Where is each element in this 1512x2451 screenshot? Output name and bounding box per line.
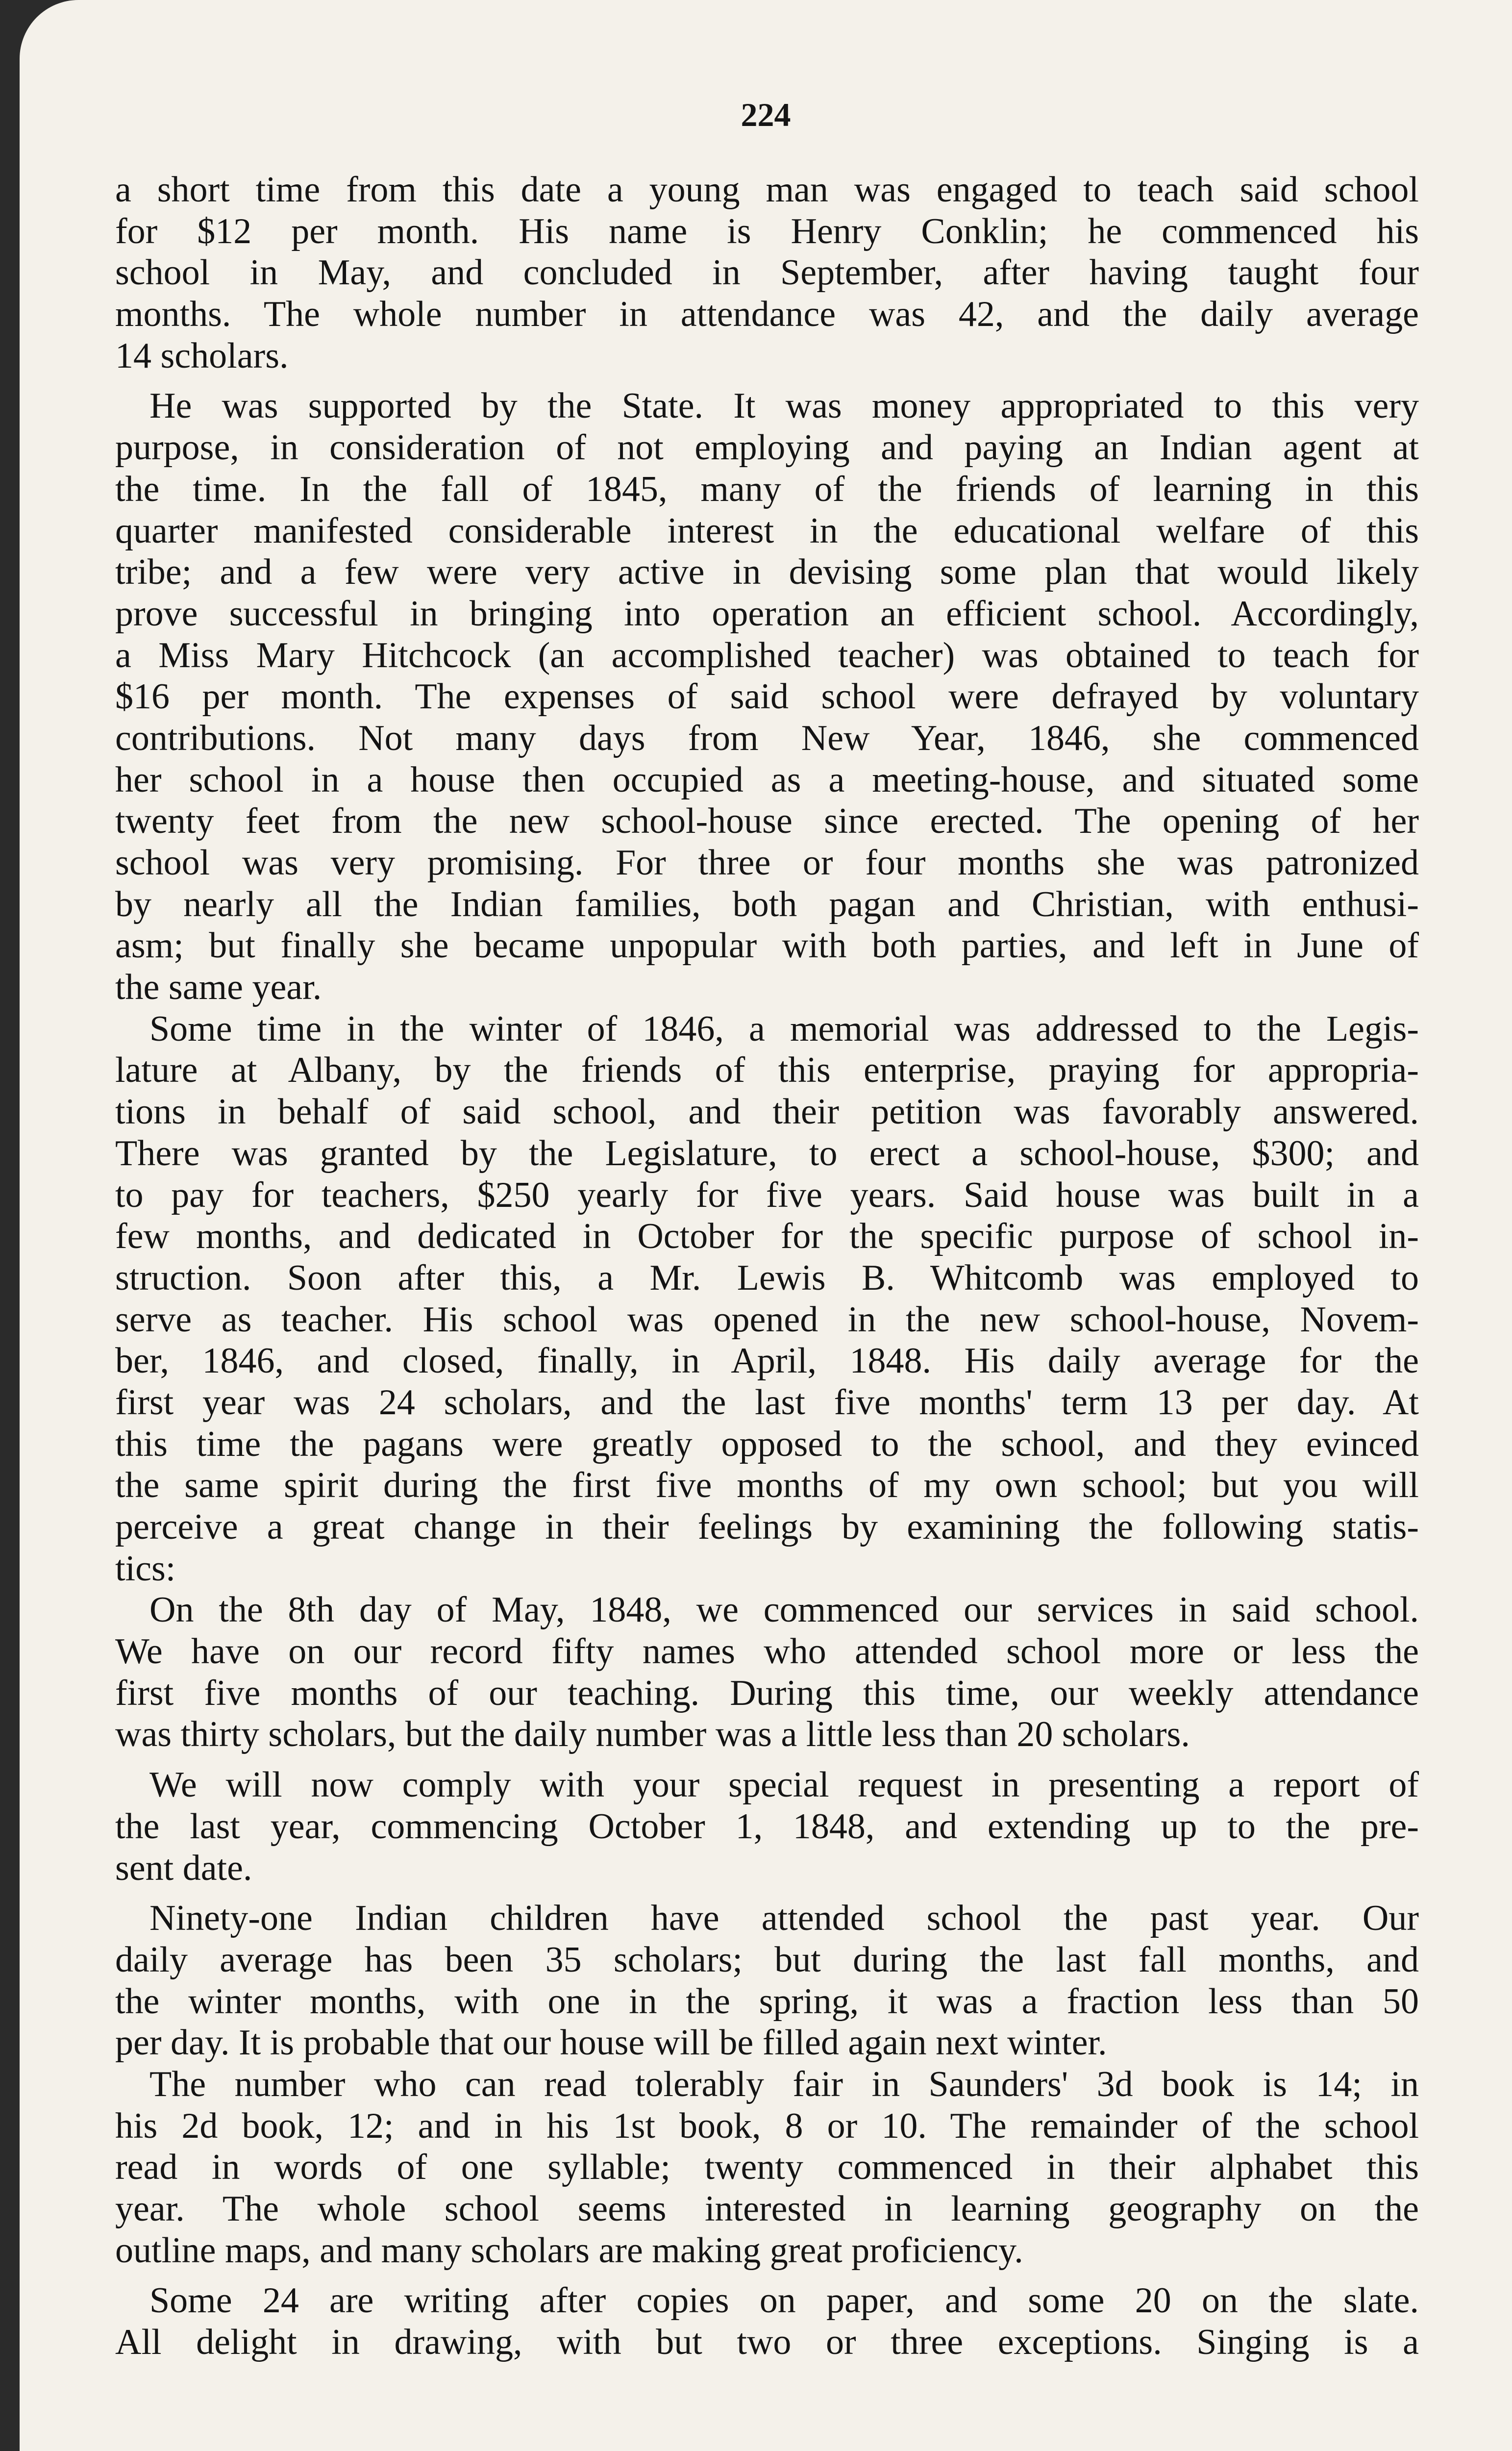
text-line: 14 scholars.	[115, 335, 289, 376]
text-line: the same year.	[115, 967, 322, 1008]
text-line: his 2d book, 12; and in his 1st book, 8 or 10. The remainder of the school	[115, 2105, 1419, 2146]
book-page	[20, 0, 1512, 2451]
text-line: a short time from this date a young man was engaged to teach said school	[115, 170, 1419, 210]
text-line: per day. It is probable that our house will be filled again next winter.	[115, 2023, 1107, 2063]
text-line: the last year, commencing October 1, 1848, and extending up to the pre-	[115, 1806, 1419, 1847]
paragraph-8	[115, 2280, 1419, 2363]
text-line: this time the pagans were greatly opposed to the school, and they evinced	[115, 1424, 1419, 1464]
text-line: sent date.	[115, 1848, 252, 1888]
text-line: On the 8th day of May, 1848, we commenced our services in said school.	[149, 1590, 1419, 1630]
text-line: lature at Albany, by the friends of this enterprise, praying for appropria-	[115, 1050, 1419, 1091]
text-line: the same spirit during the first five months of my own school; but you will	[115, 1465, 1419, 1506]
text-line: serve as teacher. His school was opened in the new school-house, Novem-	[115, 1299, 1419, 1340]
text-line: The number who can read tolerably fair in Saunders' 3d book is 14; in	[149, 2064, 1419, 2104]
text-line: first five months of our teaching. During this time, our weekly attendance	[115, 1673, 1419, 1713]
text-line: year. The whole school seems interested in learning geography on the	[115, 2189, 1419, 2229]
text-line: read in words of one syllable; twenty commenced in their alphabet this	[115, 2147, 1419, 2188]
text-line: We have on our record fifty names who attended school more or less the	[115, 1631, 1419, 1672]
text-line: There was granted by the Legislature, to erect a school-house, $300; and	[115, 1133, 1419, 1174]
text-line: $16 per month. The expenses of said school were defrayed by voluntary	[115, 676, 1419, 717]
text-line: by nearly all the Indian families, both pagan and Christian, with enthusi-	[115, 884, 1419, 925]
text-line: for $12 per month. His name is Henry Conklin; he commenced his	[115, 211, 1419, 251]
text-line: asm; but finally she became unpopular with both parties, and left in June of	[115, 925, 1419, 966]
paragraph-1	[115, 169, 1419, 376]
paragraph-2	[115, 385, 1419, 1008]
text-line: twenty feet from the new school-house since erected. The opening of her	[115, 801, 1419, 842]
text-line: contributions. Not many days from New Year, 1846, she commenced	[115, 718, 1419, 758]
text-line: school was very promising. For three or four months she was patronized	[115, 843, 1419, 883]
text-line: ber, 1846, and closed, finally, in April, 1848. His daily average for the	[115, 1341, 1419, 1381]
text-line: was thirty scholars, but the daily number was a little less than 20 scholars.	[115, 1714, 1190, 1755]
text-line: Some time in the winter of 1846, a memorial was addressed to the Legis-	[149, 1008, 1419, 1049]
text-line: quarter manifested considerable interest in the educational welfare of this	[115, 510, 1419, 551]
text-line: a Miss Mary Hitchcock (an accomplished teacher) was obtained to teach for	[115, 635, 1419, 675]
text-line: her school in a house then occupied as a meeting-house, and situated some	[115, 759, 1419, 800]
text-line: tribe; and a few were very active in devising some plan that would likely	[115, 552, 1419, 593]
text-line: the time. In the fall of 1845, many of the friends of learning in this	[115, 469, 1419, 509]
text-line: prove successful in bringing into operation an efficient school. Accordingly,	[115, 593, 1419, 634]
text-line: daily average has been 35 scholars; but during the last fall months, and	[115, 1939, 1419, 1980]
text-line: school in May, and concluded in September, after having taught four	[115, 252, 1419, 293]
paragraph-5	[115, 1764, 1419, 1889]
paragraph-7	[115, 2064, 1419, 2271]
text-line: Some 24 are writing after copies on paper, and some 20 on the slate.	[149, 2280, 1419, 2321]
text-line: struction. Soon after this, a Mr. Lewis B. Whitcomb was employed to	[115, 1257, 1419, 1298]
paragraph-3	[115, 1008, 1419, 1590]
text-line: Ninety-one Indian children have attended school the past year. Our	[149, 1898, 1419, 1939]
text-line: tics:	[115, 1548, 176, 1589]
text-line: months. The whole number in attendance was 42, and the daily average	[115, 294, 1419, 335]
paragraph-4	[115, 1589, 1419, 1755]
text-line: purpose, in consideration of not employing and paying an Indian agent at	[115, 427, 1419, 468]
text-line: perceive a great change in their feelings by examining the following statis-	[115, 1507, 1419, 1547]
page-number: 224	[741, 96, 791, 133]
body-text	[115, 169, 1419, 2363]
paragraph-6	[115, 1898, 1419, 2064]
text-line: We will now comply with your special request in presenting a report of	[149, 1765, 1419, 1805]
text-line: All delight in drawing, with but two or three exceptions. Singing is a	[115, 2322, 1419, 2363]
text-line: tions in behalf of said school, and their petition was favorably answered.	[115, 1092, 1419, 1132]
text-line: outline maps, and many scholars are making great proficiency.	[115, 2230, 1023, 2271]
text-line: few months, and dedicated in October for the specific purpose of school in-	[115, 1216, 1419, 1257]
text-line: He was supported by the State. It was money appropriated to this very	[149, 386, 1419, 426]
text-line: first year was 24 scholars, and the last five months' term 13 per day. At	[115, 1382, 1419, 1423]
text-line: the winter months, with one in the spring, it was a fraction less than 50	[115, 1981, 1419, 2022]
text-line: to pay for teachers, $250 yearly for five years. Said house was built in a	[115, 1175, 1419, 1215]
